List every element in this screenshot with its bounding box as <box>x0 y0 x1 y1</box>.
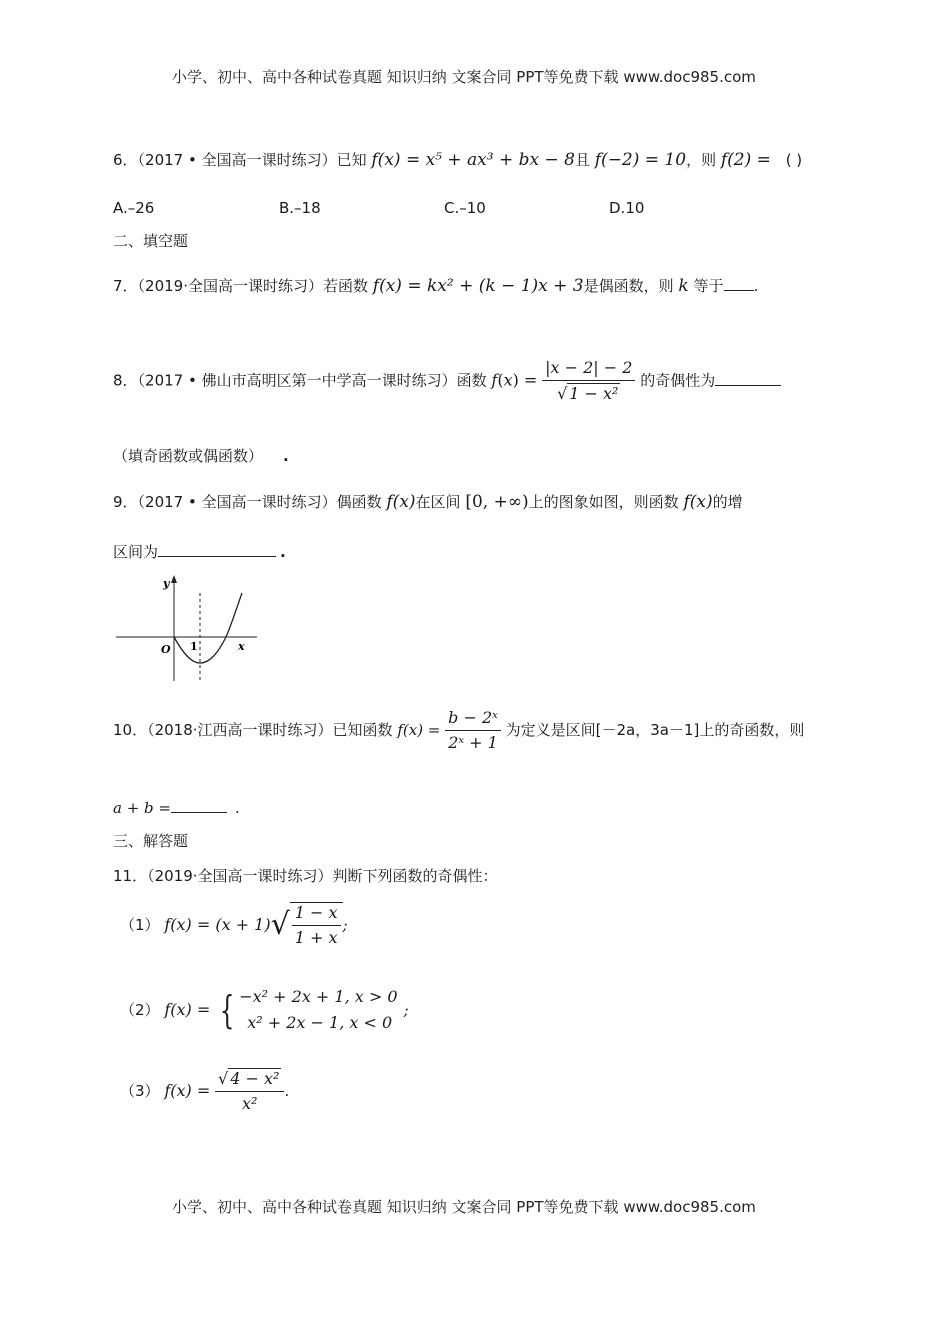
section-heading: 三、解答题 <box>113 832 189 850</box>
tick-label: 1 <box>190 640 198 653</box>
text-fragment: 等于 <box>693 277 724 295</box>
option-b: B.–18 <box>279 199 321 217</box>
piecewise-cases <box>239 984 397 1036</box>
formula: f(x) = (x + 1) <box>164 915 271 934</box>
origin-label: O <box>161 643 171 656</box>
text-fragment: ，则 <box>686 151 717 169</box>
question-11 <box>113 866 498 886</box>
question-source: （2019·全国高一课时练习）若函数 <box>137 277 368 295</box>
curve <box>174 593 242 663</box>
fraction: $\frac{|x - 2| - 2}{\text{√ 1 − x²}}$ <box>542 358 635 404</box>
fraction <box>292 903 341 948</box>
fraction-numerator: b − 2ˣ <box>445 708 501 731</box>
fraction-numerator: 4 − x² <box>230 1069 280 1088</box>
question-source: （2017 • 全国高一课时练习）偶函数 <box>137 493 382 511</box>
y-axis-arrow <box>171 575 177 583</box>
question-10-line2 <box>113 798 240 818</box>
option-c: C.–10 <box>444 199 486 217</box>
page-footer: 小学、初中、高中各种试卷真题 知识归纳 文案合同 PPT等免费下载 www.doc985.com <box>172 1198 756 1216</box>
fraction-denominator: 1 − x² <box>569 384 619 403</box>
part-label: （2） <box>120 1001 160 1019</box>
formula: f(x) = <box>164 1000 211 1019</box>
answer-blank[interactable] <box>724 276 754 291</box>
y-label: y <box>163 577 170 590</box>
formula: f(x) = kx² + (k − 1)x + 3 <box>372 276 584 296</box>
part-label: （1） <box>120 916 160 934</box>
question-source: （2017 • 全国高一课时练习）已知 <box>137 151 367 169</box>
answer-blank[interactable] <box>171 798 227 813</box>
fraction-numerator: 1 − x <box>292 903 341 926</box>
question-source: （2018·江西高一课时练习）已知函数 <box>147 721 393 739</box>
formula: f(x) = <box>164 1081 211 1100</box>
text-fragment: . <box>753 277 759 295</box>
formula: f(2) = <box>720 150 771 170</box>
text-fragment: 的奇偶性为 <box>640 371 716 390</box>
text-fragment: . <box>283 447 289 465</box>
answer-parens: ( ) <box>785 151 803 169</box>
fraction-denominator: 1 + x <box>294 928 338 947</box>
text-fragment: 为定义是区间[－2a，3a－1]上的奇函数，则 <box>505 721 805 739</box>
question-number: 11． <box>113 867 148 885</box>
answer-blank[interactable] <box>158 542 276 557</box>
question-9 <box>113 492 743 512</box>
section-heading: 二、填空题 <box>113 232 189 250</box>
text-fragment: 上的图象如图，则函数 <box>528 493 679 511</box>
text-fragment: . <box>284 1082 290 1100</box>
question-9-line2 <box>113 542 286 562</box>
x-label: x <box>238 640 245 653</box>
case-1: −x² + 2x + 1, x > 0 <box>239 987 398 1006</box>
question-8: 8．（2017 • 佛山市高明区第一中学高一课时练习）函数 f(x) = $\frac{|x - 2| - 2}{\text{√ 1 − x²}}$ 的奇偶性为 <box>113 358 781 404</box>
question-7 <box>113 276 758 296</box>
formula: f(−2) = 10 <box>594 150 687 170</box>
q11-part3 <box>120 1068 289 1114</box>
fraction-denominator: x² <box>242 1094 258 1113</box>
text-fragment: . <box>280 543 286 561</box>
question-number: 7． <box>113 277 138 295</box>
question-number: 10． <box>113 721 148 739</box>
q11-part1: （1） f(x) = (x + 1)√ $\frac{1 - x}{1 + x}$ ; <box>120 903 348 947</box>
question-10 <box>113 708 804 753</box>
text-fragment: 在区间 <box>415 493 461 511</box>
fraction-denominator: 2ˣ + 1 <box>448 733 498 752</box>
option-a: A.–26 <box>113 199 155 217</box>
question-6 <box>113 150 802 170</box>
question-number: 8． <box>113 371 138 390</box>
interval: [0, +∞) <box>465 492 529 512</box>
text-fragment: 且 <box>574 151 590 169</box>
text-fragment: ; <box>342 916 348 934</box>
brace: { <box>219 988 235 1032</box>
part-label: （3） <box>120 1082 160 1100</box>
function-graph <box>112 573 262 685</box>
question-number: 6． <box>113 151 138 169</box>
text-fragment: ; <box>403 1001 409 1019</box>
variable: k <box>678 276 689 296</box>
text-fragment: 区间为 <box>113 543 159 561</box>
fraction: $\frac{\text{√ 4 − x²}}{\text{x²}}$ <box>215 1068 284 1114</box>
formula: f(x) <box>683 492 713 512</box>
text-fragment: （填奇函数或偶函数） <box>113 447 264 465</box>
answer-blank[interactable] <box>715 371 781 386</box>
text-fragment: 的增 <box>712 493 743 511</box>
question-number: 9． <box>113 493 138 511</box>
formula: f(x) <box>386 492 416 512</box>
case-2: x² + 2x − 1, x < 0 <box>247 1013 393 1032</box>
text-fragment: . <box>235 799 240 817</box>
text-fragment: 是偶函数，则 <box>583 277 674 295</box>
page-header: 小学、初中、高中各种试卷真题 知识归纳 文案合同 PPT等免费下载 www.doc985.com <box>172 68 756 86</box>
option-d: D.10 <box>609 199 645 217</box>
question-source: （2017 • 佛山市高明区第一中学高一课时练习）函数 <box>137 371 487 390</box>
fraction-numerator: |x − 2| − 2 <box>542 358 635 381</box>
formula: a + b = <box>113 799 171 817</box>
q11-part2 <box>120 984 409 1036</box>
formula: f(x) = x⁵ + ax³ + bx − 8 <box>371 150 575 170</box>
formula: f(x) = <box>397 721 441 739</box>
fraction <box>445 708 501 753</box>
question-8-line2 <box>113 446 289 466</box>
question-source: （2019·全国高一课时练习）判断下列函数的奇偶性： <box>147 867 498 885</box>
